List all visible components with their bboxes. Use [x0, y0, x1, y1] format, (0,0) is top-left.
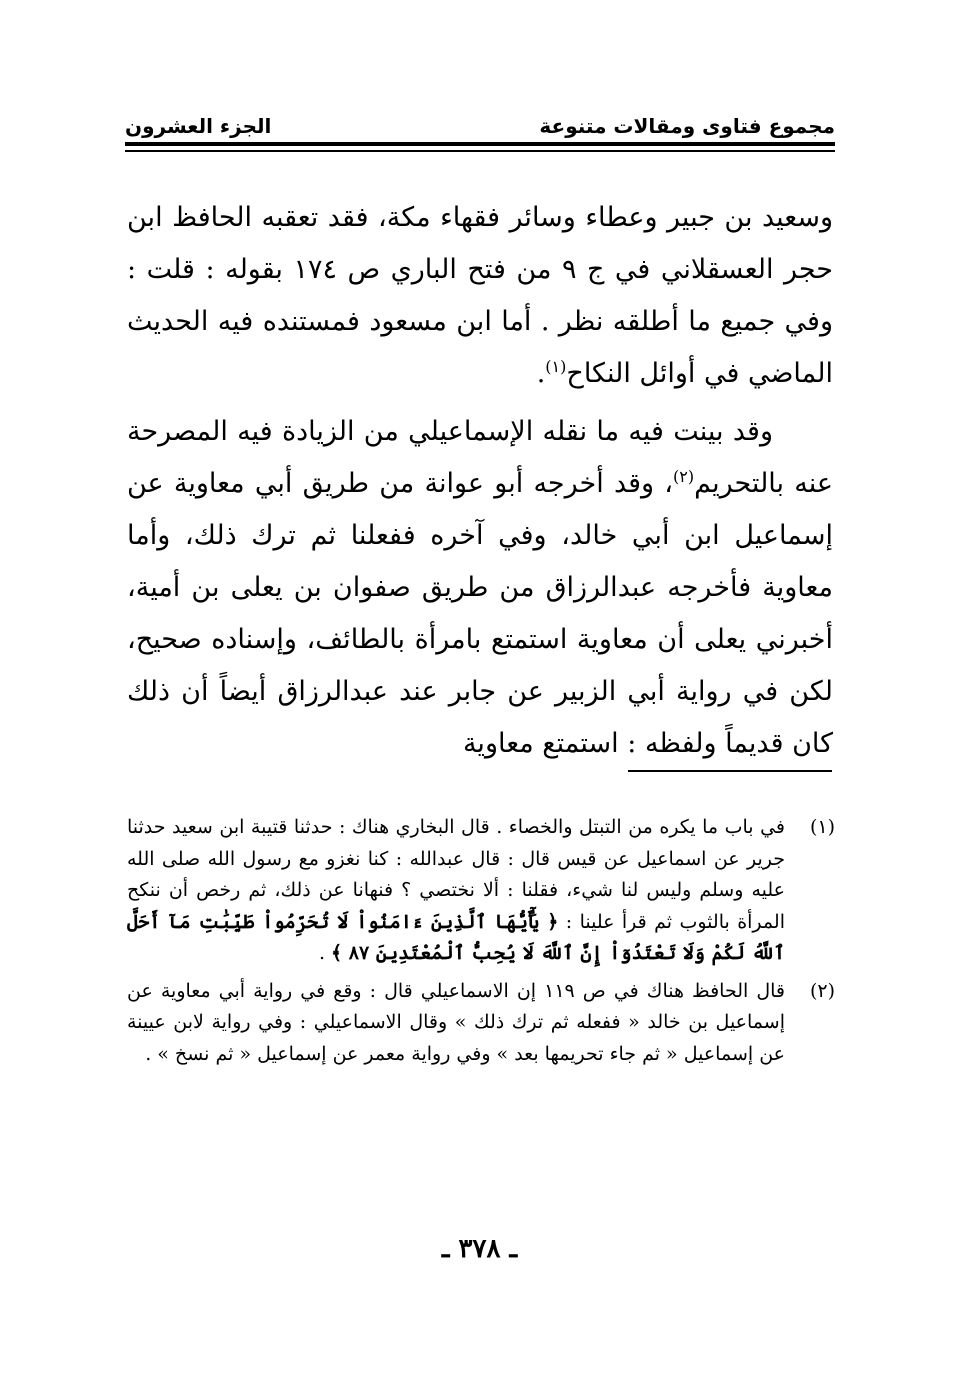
paragraph-1-end: . [536, 358, 546, 389]
page-number: ـ ٣٧٨ ـ [441, 1234, 518, 1264]
header-rule-thin [125, 150, 835, 152]
footnote-1-number: (١) [809, 816, 835, 838]
footnote-1 [127, 812, 835, 970]
book-title: مجموع فتاوى ومقالات متنوعة [539, 114, 835, 138]
paragraph-1-line-4: الحديث الماضي في أوائل النكاح [127, 306, 833, 389]
footnote-1-end: . [318, 942, 332, 964]
footnote-2-text: قال الحافظ هناك في ص ١١٩ إن الاسماعيلي قال : وقع في رواية أبي معاوية عن إسماعيل بن خالد « ففعله ثم ترك ذلك » وقال الاسماعيلي : وفي رواية لابن عيينة عن إسماعيل « ثم جاء تحريمها بعد » وفي رواية معمر عن إسماعيل « ثم نسخ » . [127, 979, 785, 1065]
paragraph-2-start: وقد بينت فيه ما نقله الإسماعيلي من الزيادة فيه المصرحة عنه بالتحريم [127, 416, 833, 499]
footnote-separator [628, 770, 832, 772]
footnote-1-body: في باب ما يكره من التبتل والخصاء . قال البخاري هناك : حدثنا قتيبة ابن سعيد حدثنا جرير عن اسماعيل عن قيس قال : قال عبدالله : كنا نغزو مع رسول الله صلى الله عليه وسلم وليس لنا شيء، فقلنا : ألا نختصي ؟ فنهانا عن ذلك، ثم رخص أن ننكح المرأة بالثوب ثم قرأ علينا : [127, 816, 785, 933]
paragraph-1 [127, 192, 833, 400]
volume-label: الجزء العشرون [125, 114, 272, 138]
paragraph-1-line-3: قلت : وفي جميع ما أطلقه نظر . أما ابن مسعود فمستنده فيه [127, 254, 833, 337]
main-text [127, 192, 833, 770]
footnote-2-number: (٢) [809, 979, 835, 1002]
paragraph-2 [127, 406, 833, 770]
footnotes [127, 812, 835, 1070]
paragraph-2-rest: ، وقد أخرجه أبو عوانة من طريق أبي معاوية عن إسماعيل ابن أبي خالد، وفي آخره ففعلنا ثم ترك ذلك، وأما معاوية فأخرجه عبدالرزاق من طريق صفوان بن يعلى بن أمية، أخبرني يعلى أن معاوية استمتع بامرأة بالطائف، وإسناده صحيح، لكن في رواية أبي الزبير عن جابر عند عبدالرزاق أيضاً أن ذلك كان قديماً ولفظه : استمتع معاوية [127, 468, 833, 759]
paragraph-1-line-2: ابن حجر العسقلاني في ج ٩ من فتح الباري ص ١٧٤ بقوله : [127, 202, 833, 285]
footnote-2 [127, 976, 835, 1071]
paragraph-1-line-1: وسعيد بن جبير وعطاء وسائر فقهاء مكة، فقد تعقبه الحافظ [172, 202, 833, 233]
footnote-ref-2: (٢) [673, 467, 695, 486]
footnote-ref-1: (١) [545, 357, 567, 376]
quran-verse: ﴿ يَٰٓأَيُّهَا ٱلَّذِينَ ءَامَنُواْ لَا تُحَرِّمُواْ طَيِّبَٰتِ مَآ أَحَلَّ ٱللَّهُ لَكُمْ وَلَا تَعْتَدُوٓاْ إِنَّ ٱللَّهَ لَا يُحِبُّ ٱلْمُعْتَدِينَ ٨٧ ﴾ [127, 910, 785, 964]
running-header [125, 98, 835, 138]
footnote-1-text [127, 812, 785, 970]
header-rule-thick [125, 142, 835, 146]
